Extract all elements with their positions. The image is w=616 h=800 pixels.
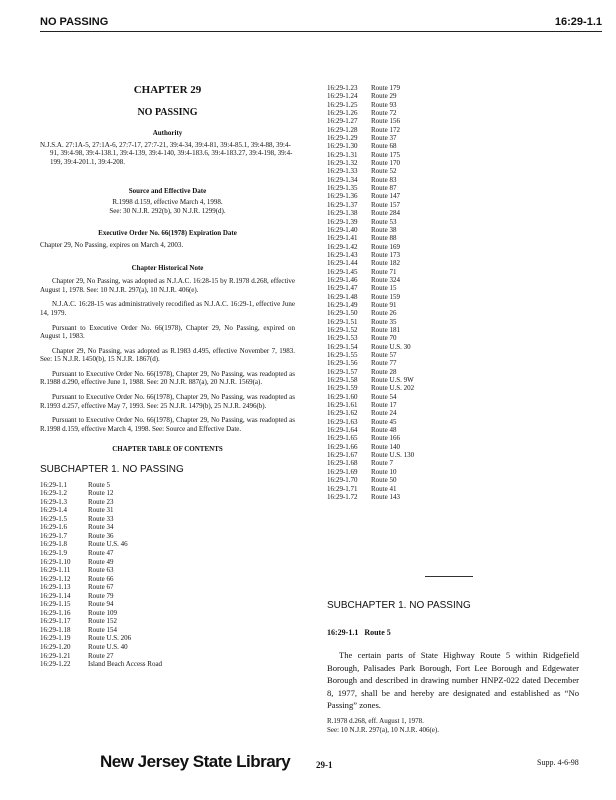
toc-entry: [327, 117, 582, 125]
header-section-number: 16:29-1.1: [554, 16, 602, 28]
toc-entry: [40, 532, 295, 541]
executive-order-text: Chapter 29, No Passing, expires on March 4, 2003.: [40, 240, 184, 249]
toc-entry-number: 16:29-1.59: [327, 384, 358, 393]
toc-entry-title: Route 17: [371, 401, 397, 410]
toc-entry: [40, 515, 295, 524]
toc-entry-number: 16:29-1.72: [327, 492, 358, 501]
toc-entry: [40, 600, 295, 609]
toc-entry: [40, 566, 295, 575]
toc-entry-number: 16:29-1.52: [327, 325, 358, 334]
section-title: Route 5: [364, 628, 391, 637]
toc-entry: [40, 523, 295, 532]
history-paragraph: Pursuant to Executive Order No. 66(1978), Chapter 29, No Passing, expired on August 1, 1983.: [40, 323, 295, 341]
toc-entry: [40, 643, 295, 652]
toc-entry: [327, 309, 582, 317]
toc-entry-number: 16:29-1.8: [40, 540, 68, 549]
toc-entry-title: Route 29: [371, 92, 397, 101]
toc-entry-title: Route 48: [371, 426, 397, 435]
toc-entry-number: 16:29-1.50: [327, 309, 358, 318]
toc-entry-title: Route U.S. 30: [371, 342, 411, 351]
toc-entry: [327, 109, 582, 117]
toc-entry-title: Route 152: [88, 617, 117, 626]
toc-entry: [327, 476, 582, 484]
toc-entry: [40, 652, 295, 661]
toc-entry-number: 16:29-1.43: [327, 250, 358, 259]
toc-entry: [327, 226, 582, 234]
toc-entry: [327, 126, 582, 134]
history-paragraph: Pursuant to Executive Order No. 66(1978), Chapter 29, No Passing, was readopted as R.1998 d.159, effective March 4, 1998. See: Source and Effective Date.: [40, 416, 295, 433]
toc-entry: [327, 485, 582, 493]
toc-entry-number: 16:29-1.25: [327, 100, 358, 109]
toc-entry-title: Route 36: [88, 531, 114, 540]
toc-entry-number: 16:29-1.19: [40, 634, 71, 643]
toc-entry-number: 16:29-1.61: [327, 401, 358, 410]
toc-entry-number: 16:29-1.37: [327, 200, 358, 209]
toc-entry: [327, 84, 582, 92]
toc-entry-number: 16:29-1.33: [327, 167, 358, 176]
toc-entry-number: 16:29-1.1: [40, 480, 68, 489]
section-source-line: R.1978 d.268, eff. August 1, 1978.: [327, 717, 424, 725]
toc-entry-title: Route 10: [371, 467, 397, 476]
toc-entry-number: 16:29-1.54: [327, 342, 358, 351]
toc-entry-title: Route 109: [88, 608, 117, 617]
toc-entry: [327, 468, 582, 476]
toc-entry: [327, 234, 582, 242]
toc-entry-title: Route 70: [371, 334, 397, 343]
toc-entry: [40, 634, 295, 643]
toc-entry: [40, 592, 295, 601]
toc-entry-number: 16:29-1.10: [40, 557, 71, 566]
supplement-date: Supp. 4-6-98: [537, 758, 579, 767]
toc-entry-title: Route 47: [88, 549, 114, 557]
toc-entry-number: 16:29-1.15: [40, 600, 71, 609]
toc-entry-title: Route 157: [371, 200, 400, 209]
toc-entry-title: Route 15: [371, 284, 397, 293]
toc-entry-number: 16:29-1.32: [327, 159, 358, 168]
source-block: [40, 198, 295, 215]
toc-entry-number: 16:29-1.38: [327, 209, 358, 218]
toc-entry-number: 16:29-1.39: [327, 217, 358, 226]
toc-entry-title: Route 172: [371, 125, 400, 134]
section-heading: [327, 628, 391, 637]
toc-entry-title: Route 27: [88, 651, 114, 660]
toc-entry: [327, 401, 582, 409]
section-divider: [425, 576, 473, 577]
toc-entry: [40, 558, 295, 567]
section-source-citation: See: 10 N.J.R. 297(a), 10 N.J.R. 406(e).: [327, 726, 439, 734]
toc-entry-title: Route 31: [88, 506, 114, 515]
toc-entry: [327, 243, 582, 251]
library-stamp: New Jersey State Library: [100, 752, 291, 771]
toc-entry-number: 16:29-1.4: [40, 506, 68, 515]
toc-entry: [40, 617, 295, 626]
toc-entry-title: Route 52: [371, 167, 397, 176]
toc-entry: [327, 434, 582, 442]
toc-entry-number: 16:29-1.7: [40, 531, 68, 540]
toc-entry: [327, 184, 582, 192]
section-number: 16:29-1.1: [327, 628, 359, 637]
toc-entry: [327, 268, 582, 276]
header-rule: [40, 31, 602, 32]
toc-entry-number: 16:29-1.14: [40, 591, 71, 600]
toc-entry-number: 16:29-1.70: [327, 476, 358, 485]
toc-entry: [327, 192, 582, 200]
toc-entry-title: Route U.S. 202: [371, 384, 415, 393]
source-heading: Source and Effective Date: [128, 186, 207, 195]
source-line: R.1998 d.159, effective March 4, 1998.: [112, 198, 223, 207]
toc-entry: [327, 209, 582, 217]
toc-entry-title: Route 324: [371, 275, 400, 284]
toc-entry: [327, 368, 582, 376]
toc-entry-title: Route 37: [371, 134, 397, 143]
toc-entry-number: 16:29-1.24: [327, 92, 358, 101]
toc-entry: [327, 201, 582, 209]
toc-entry: [327, 451, 582, 459]
left-column: [40, 80, 295, 669]
toc-entry: [327, 284, 582, 292]
page-number: 29-1: [316, 760, 333, 770]
toc-entry-title: Route 7: [371, 459, 393, 468]
toc-entry-number: 16:29-1.71: [327, 484, 358, 493]
toc-entry-title: Route 175: [371, 150, 400, 159]
toc-entry-title: Route 24: [371, 409, 397, 418]
toc-entry: [327, 343, 582, 351]
toc-entry-number: 16:29-1.26: [327, 109, 358, 118]
subchapter-heading: SUBCHAPTER 1. NO PASSING: [327, 600, 471, 611]
toc-entry: [327, 259, 582, 267]
toc-entry-title: Route 54: [371, 392, 397, 401]
toc-entry-number: 16:29-1.31: [327, 150, 358, 159]
toc-entry: [327, 376, 582, 384]
toc-entry-title: Route 67: [88, 583, 114, 592]
toc-entry-title: Route 77: [371, 359, 397, 368]
toc-entry: [327, 393, 582, 401]
toc-entry-number: 16:29-1.55: [327, 351, 358, 359]
history-paragraph: Chapter 29, No Passing, was adopted as R.1983 d.495, effective November 7, 1983. See: 15 N.J.R. 1450(b), 15 N.J.R. 1867(d).: [40, 346, 295, 364]
toc-entry-number: 16:29-1.12: [40, 574, 71, 583]
toc-entry-title: Route 284: [371, 209, 400, 218]
toc-entry-title: Route 143: [371, 492, 400, 501]
toc-entry-number: 16:29-1.40: [327, 225, 358, 234]
toc-entry-title: Route 57: [371, 351, 397, 359]
toc-entry-number: 16:29-1.29: [327, 134, 358, 143]
toc-entry: [327, 318, 582, 326]
history-heading: Chapter Historical Note: [131, 263, 204, 272]
source-citation: See: 30 N.J.R. 292(b), 30 N.J.R. 1299(d).: [109, 206, 226, 215]
toc-entry-title: Route 53: [371, 217, 397, 226]
toc-entry-title: Route 63: [88, 566, 114, 575]
toc-entry-title: Route 83: [371, 175, 397, 184]
toc-entry-title: Route U.S. 206: [88, 634, 132, 643]
toc-entry: [327, 276, 582, 284]
toc-entry: [327, 101, 582, 109]
authority-text: N.J.S.A. 27:1A-5, 27:1A-6, 27:7-17, 27:7-21, 39:4-34, 39:4-81, 39:4-85.1, 39:4-88, 39:4-91, 39:4-98, 39:4-138.1, 39:4-139, 39:4-140, 39:4-183.6, 39:4-183.27, 39:4-198, 39:4-199, 39:4-201.1, 39:4-208.: [40, 140, 293, 166]
toc-entry-title: Route 34: [88, 523, 114, 532]
toc-entry-number: 16:29-1.68: [327, 459, 358, 468]
toc-entry: [40, 481, 295, 490]
toc-entry-number: 16:29-1.6: [40, 523, 68, 532]
history-paragraph: N.J.A.C. 16:28-15 was administratively recodified as N.J.A.C. 16:29-1, effective June 14, 1979.: [40, 300, 295, 317]
toc-entry-title: Route 72: [371, 109, 397, 118]
toc-entry-number: 16:29-1.60: [327, 392, 358, 401]
toc-entry-number: 16:29-1.27: [327, 117, 358, 126]
toc-entry-title: Route 71: [371, 267, 397, 276]
toc-entry-number: 16:29-1.64: [327, 426, 358, 435]
chapter-title: CHAPTER 29: [133, 84, 202, 96]
toc-entry-number: 16:29-1.49: [327, 300, 358, 309]
toc-entry-title: Route 45: [371, 417, 397, 426]
toc-entry-title: Island Beach Access Road: [88, 660, 163, 669]
toc-entry-title: Route 159: [371, 292, 400, 301]
toc-entry-title: Route 91: [371, 300, 397, 309]
toc-entry-number: 16:29-1.45: [327, 267, 358, 276]
toc-entry-number: 16:29-1.20: [40, 643, 71, 652]
toc-entry: [327, 142, 582, 150]
history-paragraph: Pursuant to Executive Order No. 66(1978), Chapter 29, No Passing, was readopted as R.1993 d.257, effective May 7, 1993. See: 25 N.J.R. 1479(b), 25 N.J.R. 2496(b).: [40, 393, 295, 410]
history-paragraph: Chapter 29, No Passing, was adopted as N.J.A.C. 16:28-15 by R.1978 d.268, effective August 1, 1978. See: 10 N.J.R. 297(a), 10 N.J.R. 406(e).: [40, 277, 295, 294]
toc-entry-title: Route 35: [371, 317, 397, 326]
toc-entry: [327, 218, 582, 226]
toc-entry-title: Route 23: [88, 497, 114, 506]
toc-entry-title: Route 88: [371, 234, 397, 243]
toc-entry-title: Route 41: [371, 484, 397, 493]
history-paragraph: Pursuant to Executive Order No. 66(1978), Chapter 29, No Passing, was readopted as R.1988 d.290, effective June 1, 1988. See: 20 N.J.R. 887(a), 20 N.J.R. 1569(a).: [40, 369, 295, 387]
toc-entry-title: Route 79: [88, 591, 114, 600]
toc-entry-title: Route U.S. 130: [371, 451, 415, 460]
toc-entry-number: 16:29-1.5: [40, 514, 68, 523]
toc-entry-number: 16:29-1.9: [40, 549, 68, 557]
toc-entry: [327, 493, 582, 501]
toc-entry: [327, 176, 582, 184]
toc-entry-number: 16:29-1.28: [327, 125, 358, 134]
toc-entry-number: 16:29-1.47: [327, 284, 358, 293]
toc-entry-number: 16:29-1.13: [40, 583, 71, 592]
toc-entry-number: 16:29-1.65: [327, 434, 358, 443]
toc-entry-title: Route 169: [371, 242, 400, 251]
toc-entry-number: 16:29-1.16: [40, 608, 71, 617]
toc-entry: [327, 384, 582, 392]
toc-entry-number: 16:29-1.44: [327, 259, 358, 268]
toc-entry-title: Route 93: [371, 100, 397, 109]
toc-entry: [40, 549, 295, 558]
toc-entry-title: Route 166: [371, 434, 400, 443]
toc-entry-title: Route 147: [371, 192, 400, 201]
chapter-subtitle: NO PASSING: [137, 106, 198, 118]
toc-entry: [40, 489, 295, 498]
toc-subchapter-heading: SUBCHAPTER 1. NO PASSING: [40, 464, 184, 476]
toc-entry-number: 16:29-1.17: [40, 617, 71, 626]
toc-entry-number: 16:29-1.62: [327, 409, 358, 418]
toc-entry-title: Route 156: [371, 117, 400, 126]
toc-entry: [327, 92, 582, 100]
toc-entry-title: Route 94: [88, 600, 114, 609]
toc-entry-number: 16:29-1.18: [40, 625, 71, 634]
toc-entry-number: 16:29-1.41: [327, 234, 358, 243]
history-notes: [40, 277, 295, 433]
toc-entry-title: Route 26: [371, 309, 397, 318]
toc-entry-number: 16:29-1.3: [40, 497, 68, 506]
toc-entry-number: 16:29-1.57: [327, 367, 358, 376]
toc-entry-title: Route 38: [371, 225, 397, 234]
toc-entry: [40, 626, 295, 635]
toc-entry-number: 16:29-1.48: [327, 292, 358, 301]
toc-entry-title: Route 68: [371, 142, 397, 151]
toc-entry-number: 16:29-1.2: [40, 489, 68, 498]
authority-heading: Authority: [152, 129, 183, 138]
toc-entry-number: 16:29-1.21: [40, 651, 71, 660]
toc-entry-title: Route 87: [371, 184, 397, 193]
toc-entry: [40, 506, 295, 515]
toc-entry-number: 16:29-1.36: [327, 192, 358, 201]
toc-entry-title: Route 33: [88, 514, 114, 523]
toc-entry: [40, 609, 295, 618]
toc-entry-title: Route 170: [371, 159, 400, 168]
toc-right-list: [327, 84, 582, 501]
toc-entry-number: 16:29-1.11: [40, 566, 71, 575]
executive-order-heading: Executive Order No. 66(1978) Expiration Date: [98, 229, 237, 238]
toc-entry: [327, 251, 582, 259]
toc-entry-number: 16:29-1.35: [327, 184, 358, 193]
toc-entry: [327, 301, 582, 309]
toc-left-list: [40, 481, 295, 669]
toc-entry-number: 16:29-1.51: [327, 317, 358, 326]
toc-entry-number: 16:29-1.42: [327, 242, 358, 251]
toc-entry-title: Route 173: [371, 250, 400, 259]
toc-entry: [327, 334, 582, 342]
toc-entry: [327, 359, 582, 367]
running-header: [40, 16, 602, 30]
section-body: The certain parts of State Highway Route 5 within Ridgefield Borough, Palisades Park Borough, Fort Lee Borough and Edgewater Borough and described in drawing number HNPZ-022 dated December 8, 1977, shall be and hereby are designated and established as “No Passing” zones.: [327, 650, 579, 710]
right-column: [327, 84, 582, 501]
toc-entry-title: Route 66: [88, 574, 114, 583]
toc-entry-title: Route 140: [371, 442, 400, 451]
toc-entry: [327, 326, 582, 334]
toc-entry-title: Route 179: [371, 84, 400, 92]
toc-entry-number: 16:29-1.56: [327, 359, 358, 368]
header-title: NO PASSING: [40, 16, 109, 28]
toc-entry-number: 16:29-1.23: [327, 84, 358, 92]
toc-entry-number: 16:29-1.66: [327, 442, 358, 451]
toc-entry: [40, 660, 295, 669]
toc-entry: [327, 418, 582, 426]
toc-entry-title: Route 182: [371, 259, 400, 268]
toc-entry: [40, 498, 295, 507]
toc-entry: [327, 159, 582, 167]
toc-entry-title: Route 28: [371, 367, 397, 376]
toc-entry-number: 16:29-1.58: [327, 376, 358, 385]
toc-entry-title: Route U.S. 46: [88, 540, 128, 549]
toc-entry: [327, 134, 582, 142]
toc-heading: CHAPTER TABLE OF CONTENTS: [112, 445, 223, 454]
toc-entry-number: 16:29-1.69: [327, 467, 358, 476]
section-source: [327, 717, 579, 735]
toc-entry-title: Route 49: [88, 557, 114, 566]
toc-entry-number: 16:29-1.63: [327, 417, 358, 426]
toc-entry: [40, 583, 295, 592]
toc-entry-number: 16:29-1.67: [327, 451, 358, 460]
toc-entry-title: Route 12: [88, 489, 114, 498]
toc-entry-title: Route U.S. 40: [88, 643, 128, 652]
toc-entry-title: Route 154: [88, 625, 117, 634]
toc-entry: [327, 426, 582, 434]
toc-entry: [327, 293, 582, 301]
toc-entry-number: 16:29-1.22: [40, 660, 71, 669]
toc-entry-title: Route 5: [88, 480, 110, 489]
toc-entry: [327, 167, 582, 175]
toc-entry-title: Route U.S. 9W: [371, 376, 414, 385]
toc-entry-number: 16:29-1.46: [327, 275, 358, 284]
toc-entry-number: 16:29-1.34: [327, 175, 358, 184]
toc-entry: [327, 409, 582, 417]
toc-entry-title: Route 50: [371, 476, 397, 485]
toc-entry: [40, 540, 295, 549]
toc-entry: [327, 443, 582, 451]
toc-entry-number: 16:29-1.53: [327, 334, 358, 343]
toc-entry-title: Route 181: [371, 325, 400, 334]
toc-entry: [40, 575, 295, 584]
toc-entry: [327, 459, 582, 467]
toc-entry: [327, 151, 582, 159]
toc-entry: [327, 351, 582, 359]
toc-entry-number: 16:29-1.30: [327, 142, 358, 151]
